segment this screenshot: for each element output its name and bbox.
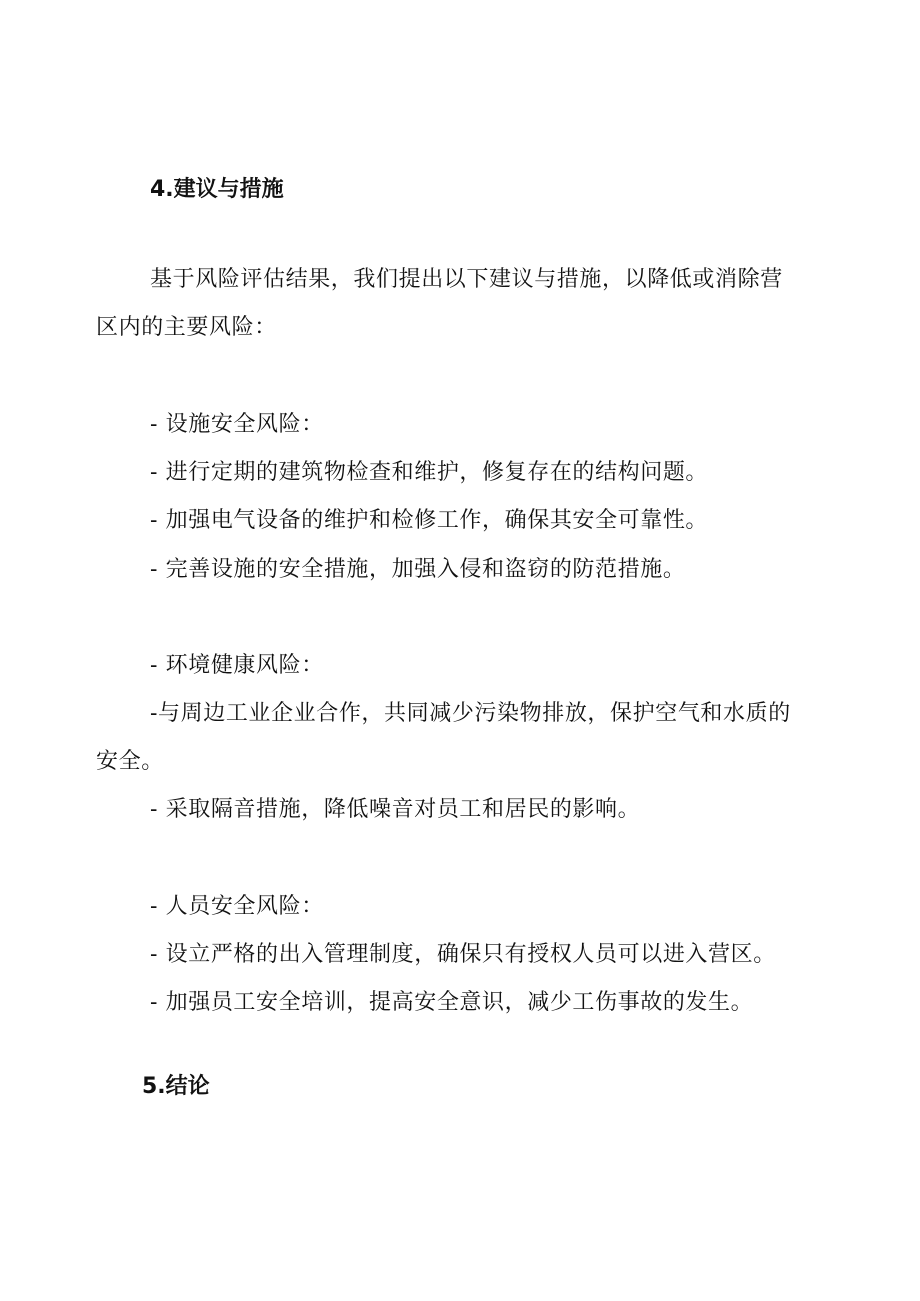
personnel-risk-heading: - 人员安全风险：	[150, 894, 324, 919]
personnel-risk-item-2: - 加强员工安全培训，提高安全意识，减少工伤事故的发生。	[150, 990, 754, 1015]
section-5-heading: 5.结论	[142, 1074, 210, 1099]
environment-risk-item-2: - 采取隔音措施，降低噪音对员工和居民的影响。	[150, 797, 641, 822]
section-4-heading: 4.建议与措施	[150, 177, 284, 202]
environment-risk-item-1-line-1: -与周边工业企业合作，共同减少污染物排放，保护空气和水质的	[150, 701, 791, 726]
intro-paragraph-line-2: 区内的主要风险：	[96, 315, 277, 340]
environment-risk-item-1-line-2: 安全。	[96, 749, 164, 774]
facility-risk-heading: - 设施安全风险：	[150, 412, 324, 437]
facility-risk-item-2: - 加强电气设备的维护和检修工作，确保其安全可靠性。	[150, 508, 709, 533]
facility-risk-item-1: - 进行定期的建筑物检查和维护，修复存在的结构问题。	[150, 460, 709, 485]
facility-risk-item-3: - 完善设施的安全措施，加强入侵和盗窃的防范措施。	[150, 557, 686, 582]
environment-risk-heading: - 环境健康风险：	[150, 653, 324, 678]
intro-paragraph-line-1: 基于风险评估结果，我们提出以下建议与措施，以降低或消除营	[150, 267, 783, 292]
personnel-risk-item-1: - 设立严格的出入管理制度，确保只有授权人员可以进入营区。	[150, 942, 776, 967]
